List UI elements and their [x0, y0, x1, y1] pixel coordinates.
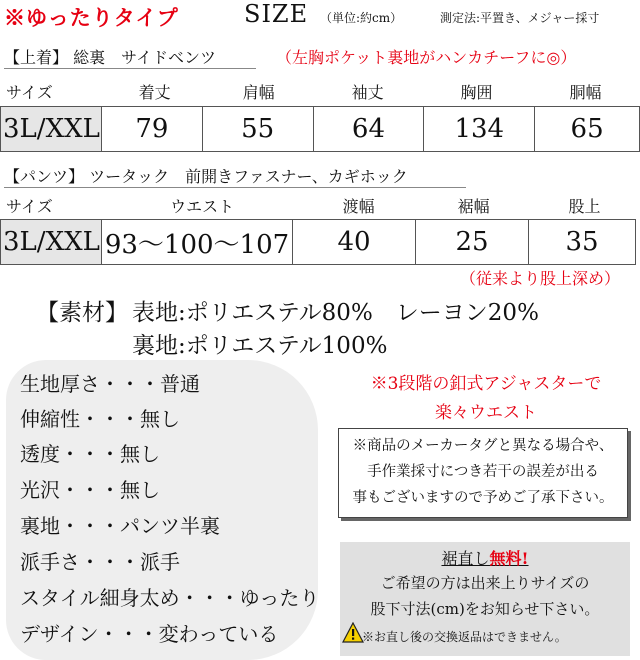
jacket-col-waist: 胴幅 — [569, 83, 602, 102]
size-title: SIZE — [244, 0, 309, 28]
pants-value-thigh: 40 — [293, 220, 416, 265]
jacket-col-chest: 胸囲 — [460, 83, 493, 102]
property-transparency: 透度・・・無し — [20, 442, 160, 466]
hem-line2: 股下寸法(cm)をお知らせ下さい。 — [370, 600, 600, 618]
jacket-row-label: 3L/XXL — [1, 107, 102, 152]
material-outer: 表地:ポリエステル80% レーヨン20% — [132, 300, 539, 326]
hem-line3: ※お直し後の交換返品はできません。 — [362, 630, 567, 644]
hem-alteration-box — [340, 542, 630, 656]
notice-line3: 事もございますので予めご了承下さい。 — [352, 490, 614, 506]
jacket-value-shoulder: 55 — [202, 107, 313, 152]
waist-adjuster-line1: ※3段階の釦式アジャスターで — [370, 374, 602, 394]
jacket-value-length: 79 — [101, 107, 202, 152]
material-lining: 裏地:ポリエステル100% — [132, 333, 388, 359]
pants-col-waist: ウエスト — [170, 197, 235, 216]
jacket-heading: 【上着】 総裏 サイドベンツ — [4, 48, 216, 67]
jacket-size-table — [0, 106, 640, 152]
pants-heading-underline — [4, 187, 466, 188]
notice-line2: 手作業採寸につき若干の誤差が出る — [367, 464, 599, 480]
material-label: 【素材】 — [36, 300, 128, 326]
property-lining: 裏地・・・パンツ半裏 — [20, 514, 220, 538]
pants-row-label: 3L/XXL — [1, 220, 102, 265]
table-row — [1, 107, 640, 152]
jacket-col-length: 着丈 — [138, 83, 171, 102]
jacket-value-chest: 134 — [424, 107, 535, 152]
measurement-notice-box — [338, 428, 628, 518]
property-design: デザイン・・・変わっている — [20, 622, 279, 646]
unit-note: （単位:約cm） — [320, 11, 403, 25]
pants-value-rise: 35 — [529, 220, 636, 265]
measure-note: 測定法:平置き、メジャー採寸 — [440, 11, 600, 25]
property-fit: スタイル細身太め・・・ゆったり — [20, 586, 320, 610]
jacket-col-size: サイズ — [6, 83, 53, 102]
notice-line1: ※商品のメーカータグと異なる場合や、 — [352, 438, 614, 454]
pants-rise-note: （従来より股上深め） — [460, 269, 621, 288]
jacket-pocket-note: （左胸ポケット裏地がハンカチーフに◎） — [276, 48, 577, 67]
jacket-value-sleeve: 64 — [313, 107, 424, 152]
waist-adjuster-note — [346, 370, 626, 428]
jacket-header-row — [0, 80, 640, 103]
property-stretch: 伸縮性・・・無し — [20, 407, 180, 431]
pants-heading: 【パンツ】 ツータック 前開きファスナー、カギホック — [4, 167, 408, 186]
jacket-col-shoulder: 肩幅 — [242, 83, 275, 102]
hem-line1: ご希望の方は出来上りサイズの — [380, 574, 590, 592]
pants-col-hem: 裾幅 — [457, 197, 490, 216]
jacket-heading-underline — [4, 68, 256, 69]
pants-value-waist: 93〜100〜107 — [102, 220, 293, 265]
pants-header-row — [0, 194, 640, 217]
property-flashiness: 派手さ・・・派手 — [20, 550, 180, 574]
pants-col-size: サイズ — [6, 197, 53, 216]
type-title: ※ゆったりタイプ — [4, 5, 179, 30]
waist-adjuster-line2: 楽々ウエスト — [435, 403, 537, 423]
jacket-value-waist: 65 — [535, 107, 640, 152]
pants-size-table — [0, 219, 636, 265]
hem-free-label: 無料! — [489, 549, 529, 568]
pants-value-hem: 25 — [416, 220, 529, 265]
pants-col-rise: 股上 — [568, 197, 601, 216]
warning-icon — [342, 622, 364, 644]
hem-title-text: 裾直し — [441, 549, 490, 568]
table-row — [1, 220, 636, 265]
property-thickness: 生地厚さ・・・普通 — [20, 372, 200, 396]
notice-text — [339, 429, 627, 511]
pants-col-thigh: 渡幅 — [342, 197, 375, 216]
jacket-col-sleeve: 袖丈 — [351, 83, 384, 102]
hem-title — [340, 546, 630, 569]
property-gloss: 光沢・・・無し — [20, 478, 160, 502]
